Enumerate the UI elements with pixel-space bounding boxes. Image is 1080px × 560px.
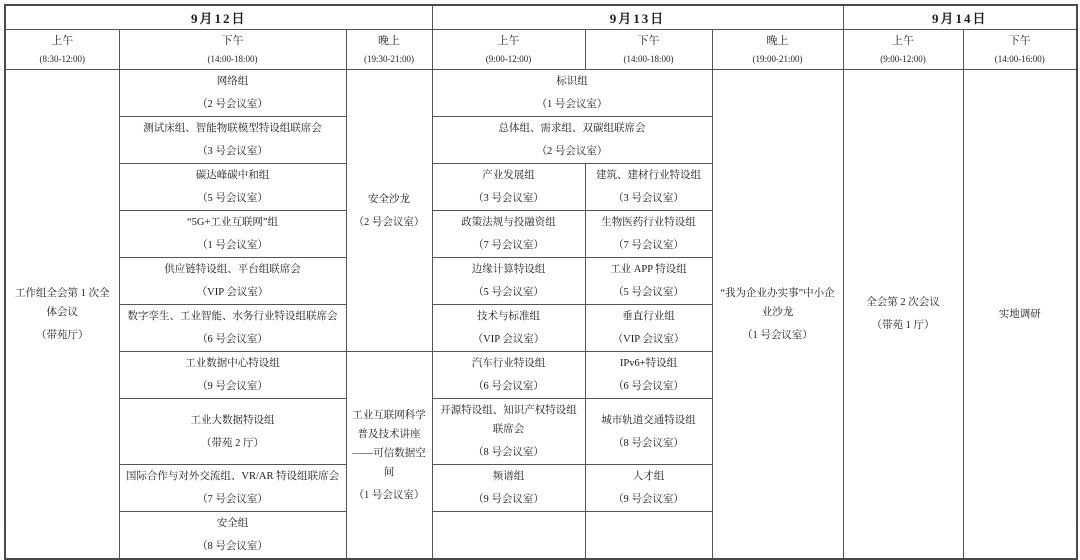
period-time: (14:00-18:00) [207,54,258,64]
period-d12-morning [5,30,119,70]
session-room: （9 号会议室） [197,381,268,392]
cell-d13-pm-row2 [585,211,712,258]
period-d12-afternoon [119,30,346,70]
cell-d13-pm-row4 [585,305,712,352]
session-title: 开源特设组、知识产权特设组联席会 [440,405,577,435]
period-d14-afternoon [963,30,1077,70]
session-title: 政策法规与投融资组 [461,217,556,228]
date-header-sep14: 9月14日 [843,5,1077,30]
cell-d12-pm-row10 [119,512,346,560]
session-title: 供应链特设组、平台组联席会 [164,264,301,275]
session-room: （8 号会议室） [613,437,684,449]
cell-d13-pm-row1 [585,164,712,211]
session-title: 边缘计算特设组 [471,264,546,275]
period-d12-evening [346,30,432,70]
period-time: (9:00-12:00) [485,54,532,64]
period-label: 下午 [637,35,660,47]
session-title: 产业发展组 [482,170,535,181]
period-label: 晚上 [378,35,400,47]
cell-d12-evening-lecture [346,352,432,560]
session-room: （7 号会议室） [613,240,684,251]
session-room: （带苑厅） [36,329,89,341]
period-time: (9:00-12:00) [880,54,926,64]
session-title: 全会第 2 次会议 [866,297,940,308]
schedule-row-1 [5,70,1077,117]
session-room: （5 号会议室） [473,287,544,298]
session-title: “5G+工业互联网”组 [186,217,279,228]
session-title: 工业数据中心特设组 [185,358,280,369]
date-header-sep13: 9月13日 [432,5,843,30]
period-label: 上午 [497,35,520,47]
period-d13-morning [432,30,585,70]
period-label: 下午 [1008,35,1031,47]
session-title: 标识组 [556,76,588,87]
session-title: “我为企业办实事”中小企业沙龙 [720,287,835,318]
session-room: （3 号会议室） [473,193,544,204]
session-title: 安全组 [216,518,249,529]
session-title: 汽车行业特设组 [471,358,546,369]
session-title: 网络组 [216,76,249,87]
cell-d12-pm-row8 [119,399,346,465]
session-title: 总体组、需求组、双碳组联席会 [498,123,646,134]
cell-d13-pm-empty [585,512,712,560]
cell-d13-am-row1 [432,164,585,211]
session-title: 人才组 [632,471,665,482]
session-room: （9 号会议室） [473,494,544,505]
session-title: 城市轨道交通特设组 [601,414,696,426]
cell-d12-pm-row5 [119,258,346,305]
cell-d14-morning-plenary [843,70,963,560]
session-title: 工作组全会第 1 次全体会议 [15,287,110,318]
session-room: （3 号会议室） [197,146,268,157]
cell-d13-full-row2 [432,117,712,164]
session-title: 垂直行业组 [622,311,675,322]
date-header-sep12: 9月12日 [5,5,432,30]
cell-d12-pm-row7 [119,352,346,399]
session-title: 生物医药行业特设组 [601,217,696,228]
session-title: 安全沙龙 [368,193,410,205]
cell-d12-pm-row6 [119,305,346,352]
cell-d13-full-row1 [432,70,712,117]
cell-d13-pm-row5 [585,352,712,399]
session-room: （7 号会议室） [197,494,268,505]
conference-schedule-table [4,4,1078,560]
session-room: （带苑 2 厅） [201,437,264,449]
session-title: 建筑、建材行业特设组 [596,170,701,181]
period-time: (19:00-21:00) [752,54,803,64]
session-room: （VIP 会议室） [612,334,685,345]
cell-d13-am-row3 [432,258,585,305]
cell-d12-pm-row4 [119,211,346,258]
session-title: 工业大数据特设组 [190,414,275,426]
session-title: 频谱组 [492,471,525,482]
cell-d13-am-row4 [432,305,585,352]
cell-d13-am-row6 [432,399,585,465]
session-room: （5 号会议室） [197,193,268,204]
period-label: 晚上 [766,35,789,47]
session-room: （VIP 会议室） [472,334,545,345]
period-d14-morning [843,30,963,70]
session-room: （2 号会议室） [353,216,425,228]
period-label: 上午 [51,35,74,47]
session-room: （7 号会议室） [473,240,544,251]
session-title: 工业互联网科学普及技术讲座——可信数据空间 [352,409,426,478]
session-room: （VIP 会议室） [196,287,269,298]
session-room: （1 号会议室） [353,489,425,501]
cell-d14-afternoon-fieldtrip [963,70,1077,560]
cell-d13-pm-row3 [585,258,712,305]
session-room: （2 号会议室） [197,99,268,110]
session-room: （带苑 1 厅） [871,320,935,331]
cell-d13-pm-row7 [585,465,712,512]
period-time: (8:30-12:00) [39,54,85,64]
session-room: （1 号会议室） [742,329,813,341]
cell-d13-am-empty [432,512,585,560]
session-room: （1 号会议室） [197,240,268,251]
session-title: 工业 APP 特设组 [610,264,687,275]
session-title: 国际合作与对外交流组、VR/AR 特设组联席会 [125,471,340,482]
date-header-row [5,5,1077,30]
period-d13-evening [712,30,843,70]
session-room: （9 号会议室） [613,494,684,505]
session-title: 数字孪生、工业智能、水务行业特设组联席会 [127,311,338,322]
cell-d13-pm-row6 [585,399,712,465]
session-room: （5 号会议室） [613,287,684,298]
cell-d12-pm-row3 [119,164,346,211]
period-time: (14:00-18:00) [623,54,674,64]
period-label: 上午 [892,35,915,47]
session-title: 技术与标准组 [477,311,540,322]
session-room: （6 号会议室） [613,381,684,392]
cell-d12-pm-row1 [119,70,346,117]
session-room: （1 号会议室） [536,99,608,110]
session-room: （6 号会议室） [473,381,544,392]
session-room: （8 号会议室） [197,541,268,552]
cell-d13-am-row5 [432,352,585,399]
period-time: (19:30-21:00) [364,54,414,64]
cell-d12-morning-plenary [5,70,119,560]
cell-d13-am-row2 [432,211,585,258]
period-header-row [5,30,1077,70]
cell-d12-pm-row2 [119,117,346,164]
session-room: （3 号会议室） [613,193,684,204]
cell-d12-pm-row9 [119,465,346,512]
cell-d13-am-row7 [432,465,585,512]
period-label: 下午 [221,35,244,47]
session-title: 测试床组、智能物联模型特设组联席会 [143,123,322,134]
period-d13-afternoon [585,30,712,70]
session-room: （6 号会议室） [197,334,268,345]
session-title: 碳达峰碳中和组 [195,170,270,181]
session-room: （2 号会议室） [536,146,608,157]
session-room: （8 号会议室） [473,447,544,458]
period-time: (14:00-16:00) [994,54,1045,64]
session-title: IPv6+特设组 [619,358,678,369]
cell-d13-evening-salon [712,70,843,560]
cell-d12-evening-salon [346,70,432,352]
session-title: 实地调研 [998,308,1041,320]
